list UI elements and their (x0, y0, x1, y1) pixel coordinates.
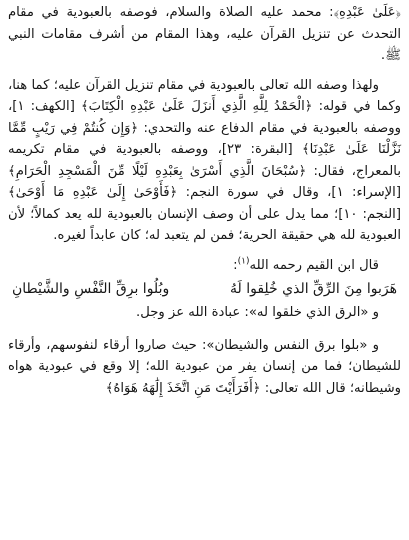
paragraph-ibn-qayyim-intro (8, 255, 401, 277)
paragraph-abd-explanation: ﴿عَلَىٰ عَبْدِهِ﴾: محمد عليه الصلاة والسلام، فوصفه بالعبودية في مقام التحدث عن تنزيل القرآن عليه، وهذا المقام من أشرف مقامات النبي ﷺ. (8, 5, 401, 63)
poem-second-hemistich: وبُلُوا برِقِّ النَّفْسِ والشَّيْطانِ (12, 281, 170, 297)
footnote-marker: (١) (237, 256, 250, 267)
intro-colon: : (233, 257, 238, 273)
poem-verse (8, 276, 401, 302)
spacer (8, 324, 401, 335)
paragraph-riqq-explanation: و «الرق الذي خلقوا له»: عبادة الله عز وجل. (136, 305, 379, 320)
paragraph-nafs-shaytan: و «بلوا برق النفس والشيطان»: حيث صاروا أرقاء لنفوسهم، وأرقاء للشيطان؛ فما من إنسان يفر من عبودية الله؛ إلا وقع في عبودية هواه وشيطانه؛ قال الله تعالى: ﴿أَفَرَأَيْتَ مَنِ اتَّخَذَ إِلَٰهَهُ هَوَاهُ﴾ (8, 337, 401, 396)
spacer (8, 67, 401, 75)
poem-first-hemistich: هَرَبوا مِنَ الرِّقِّ الذي خُلِقوا لَهُ (229, 281, 397, 297)
intro-text: قال ابن القيم رحمه الله (249, 257, 379, 273)
spacer (8, 247, 401, 255)
paragraph-ubudiyya-verses: ولهذا وصفه الله تعالى بالعبودية في مقام تنزيل القرآن عليه؛ كما هنا، وكما في قوله: ﴿الْحَمْدُ لِلَّهِ الَّذِي أَنزَلَ عَلَىٰ عَبْدِهِ الْكِتَابَ﴾ [الكهف: ١]، ووصفه بالعبودية في مقام الدفاع عنه والتحدي: ﴿وَإِن كُنتُمْ فِي رَيْبٍ مِّمَّا نَزَّلْنَا عَلَىٰ عَبْدِنَا﴾ [البقرة: ٢٣]، ووصفه بالعبودية في مقام تكريمه بالمعراج، فقال: ﴿سُبْحَانَ الَّذِي أَسْرَىٰ بِعَبْدِهِ لَيْلًا مِّنَ الْمَسْجِدِ الْحَرَامِ﴾ [الإسراء: ١]، وقال في سورة النجم: ﴿فَأَوْحَىٰ إِلَىٰ عَبْدِهِ مَا أَوْحَىٰ﴾ [النجم: ١٠]؛ مما يدل على أن وصف الإنسان بالعبودية لله يعد كمالاً؛ لأن العبودية لله هي حقيقة الحرية؛ فمن لم يتعبد له؛ كان عابداً لغيره. (8, 77, 401, 243)
